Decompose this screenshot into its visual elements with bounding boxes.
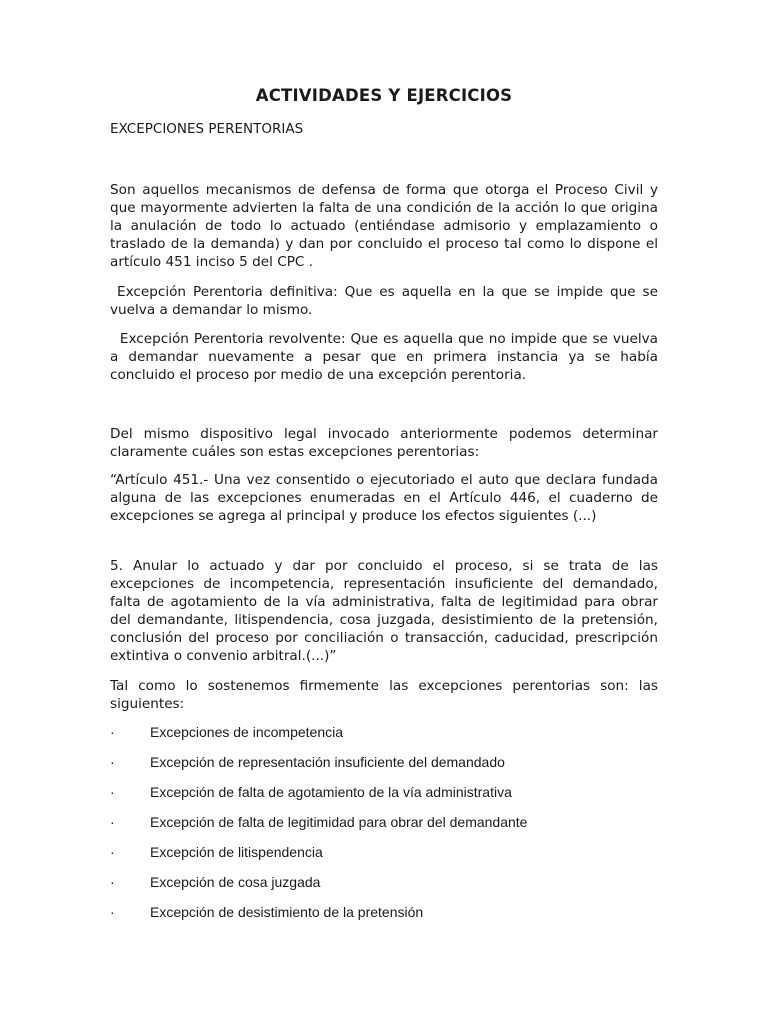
list-item-text: Excepción de falta de legitimidad para obrar del demandante [150,814,528,830]
paragraph-revolving-exception: Excepción Perentoria revolvente: Que es aquella que no impide que se vuelva a demandar nuevamente a pesar que en primera instancia ya se había concluido el proceso por medio de una excepción perentoria. [110,331,663,383]
paragraph-article-item-5: 5. Anular lo actuado y dar por concluido el proceso, si se trata de las excepciones de incompetencia, representación insuficiente del demandado, falta de agotamiento de la vía administrativa, falta de legitimidad para obrar del demandante, litispendencia, cosa juzgada, desistimiento de la pretensión, conclusión del proceso por conciliación o transacción, caducidad, prescripción extintiva o convenio arbitral.(...)” [110,558,658,664]
exceptions-list [110,723,658,933]
paragraph-definitive-exception: Excepción Perentoria definitiva: Que es aquella en la que se impide que se vuelva a demandar lo mismo. [110,284,663,318]
bullet-dot: · [110,754,115,770]
list-item-text: Excepción de representación insuficiente del demandado [150,754,505,770]
list-item-text: Excepción de falta de agotamiento de la vía administrativa [150,784,512,800]
bullet-dot: · [110,844,115,860]
list-item [110,813,658,843]
bullet-dot: · [110,904,115,920]
bullet-dot: · [110,874,115,890]
document-title: ACTIVIDADES Y EJERCICIOS [255,86,513,105]
list-item [110,723,658,753]
list-item [110,843,658,873]
paragraph-legal-provision: Del mismo dispositivo legal invocado anteriormente podemos determinar claramente cuáles son estas excepciones perentorias: [110,426,658,460]
list-item [110,753,658,783]
paragraph-article-quote: “Artículo 451.- Una vez consentido o ejecutoriado el auto que declara fundada alguna de las excepciones enumeradas en el Artículo 446, el cuaderno de excepciones se agrega al principal y produce los efectos siguientes (...) [110,472,658,524]
list-item [110,783,658,813]
bullet-dot: · [110,814,115,830]
paragraph-list-intro: Tal como lo sostenemos firmemente las excepciones perentorias son: las siguientes: [110,678,658,712]
bullet-dot: · [110,784,115,800]
list-item-text: Excepción de litispendencia [150,844,323,860]
list-item-text: Excepciones de incompetencia [150,724,344,740]
paragraph-definition: Son aquellos mecanismos de defensa de forma que otorga el Proceso Civil y que mayormente advierten la falta de una condición de la acción lo que origina la anulación de todo lo actuado (entiéndase admisorio y emplazamiento o traslado de la demanda) y dan por concluido el proceso tal como lo dispone el artículo 451 inciso 5 del CPC . [110,182,658,270]
list-item-text: Excepción de desistimiento de la pretensión [150,904,424,920]
list-item-text: Excepción de cosa juzgada [150,874,321,890]
list-item [110,873,658,903]
bullet-dot: · [110,724,115,740]
list-item [110,903,658,933]
section-heading: EXCEPCIONES PERENTORIAS [110,121,304,137]
